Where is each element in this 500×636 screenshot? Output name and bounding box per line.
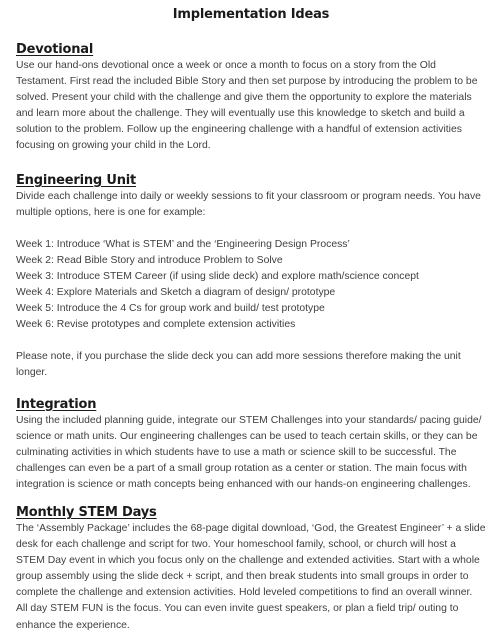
spacer xyxy=(16,382,486,397)
devotional-heading: Devotional xyxy=(16,42,94,57)
integration-heading: Integration xyxy=(16,396,97,412)
list-item: Week 5: Introduce the 4 Cs for group work and build/ test prototype xyxy=(16,303,325,315)
list-item: Week 6: Revise prototypes and complete extension activities xyxy=(16,319,296,331)
spacer xyxy=(16,221,486,237)
list-item: Week 1: Introduce ‘What is STEM’ and the ‘Engineering Design Process’ xyxy=(16,238,350,250)
engineering-unit-heading: Engineering Unit xyxy=(16,172,137,188)
spacer xyxy=(16,493,486,505)
list-item: Week 3: Introduce STEM Career (if using slide deck) and explore math/science concept xyxy=(16,270,419,282)
monthly-stem-days-body: The ‘Assembly Package’ includes the 68-page digital download, ‘God, the Greatest Engineer’ + a slide desk for each challenge and script for two. Your homeschool family, school, or church will host a STEM Day event in which you focus only on the challenge and extended activities. Start with a whole group assembly using the slide deck + script, and then break students into small groups in order to complete the challenge and extension activities. Hold leveled competitions to find an overall winner. All day STEM FUN is the focus. You can even invite guest speakers, or plan a field trip/ outing to enhance the experience. xyxy=(16,522,486,631)
section-devotional xyxy=(16,42,486,155)
engineering-unit-intro: Divide each challenge into daily or weekly sessions to fit your classroom or program needs. You have multiple options, here is one for example: xyxy=(16,190,481,218)
spacer xyxy=(16,155,486,173)
list-item: Week 4: Explore Materials and Sketch a diagram of design/ prototype xyxy=(16,287,336,299)
section-engineering-unit xyxy=(16,173,486,382)
spacer xyxy=(16,333,486,349)
devotional-body: Use our hand-ons devotional once a week or once a month to focus on a story from the Old Testament. First read the included Bible Story and then set purpose by introducing the problem to be solved. Present your child with the challenge and give them the opportunity to explore the materials and learn more about the challenge. They will eventually use this knowledge to sketch and build a solution to the problem. Follow up the engineering challenge with a handful of extension activities focusing on growing your child in the Lord. xyxy=(16,60,478,152)
list-item: Week 2: Read Bible Story and introduce Problem to Solve xyxy=(16,254,283,266)
integration-body: Using the included planning guide, integrate our STEM Challenges into your standards/ pacing guide/ science or math units. Our engineering challenges can be used to teach certain skills, or they can be culminating activities in which students have to use a math or science skill to be successful. The challenges can even be a part of a small group rotation as a center or station. The main focus with integration is science or math concepts being enhanced with our hands-on engineering challenges. xyxy=(16,414,482,490)
section-monthly-stem-days xyxy=(16,505,486,634)
document-page xyxy=(16,0,486,634)
engineering-unit-note: Please note, if you purchase the slide deck you can add more sessions therefore making the unit longer. xyxy=(16,351,461,379)
section-integration xyxy=(16,397,486,493)
week-list xyxy=(16,237,486,334)
page-title: Implementation Ideas xyxy=(172,7,330,22)
spacer xyxy=(16,23,486,42)
monthly-stem-days-heading: Monthly STEM Days xyxy=(16,504,157,520)
